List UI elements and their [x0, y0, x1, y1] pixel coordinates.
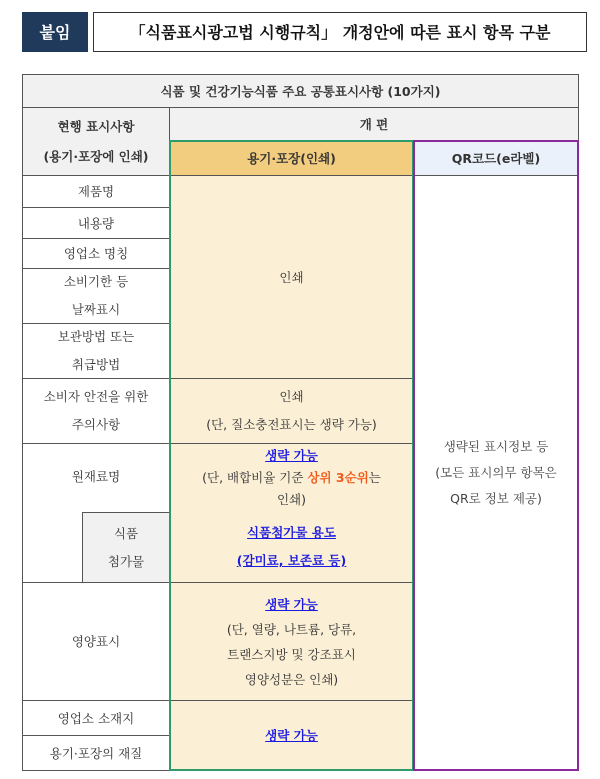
row-storage: [22, 323, 170, 379]
text: QR로 정보 제공): [450, 491, 542, 506]
reform-header: 개 편: [169, 107, 579, 141]
attachment-badge: 붙임: [22, 12, 88, 52]
text: 영양성분은 인쇄): [244, 671, 339, 687]
omit-allowed-link[interactable]: 생략 가능: [265, 448, 318, 463]
print-cell-group1: 인쇄: [169, 175, 414, 379]
row-packaging-material: 용기·포장의 재질: [22, 735, 170, 771]
row-ingredients: 원재료명: [22, 443, 170, 583]
text: (모든 표시의무 항목은: [435, 465, 557, 480]
text: 소비자 안전을 위한: [43, 389, 149, 404]
additive-use-link[interactable]: 식품첨가물 용도: [247, 525, 336, 540]
row-content-amount: 내용량: [22, 207, 170, 239]
top3-highlight: 상위 3순위: [307, 470, 369, 485]
col-print-header: 용기·포장(인쇄): [169, 140, 414, 176]
text: 날짜표시: [71, 302, 121, 317]
omit-allowed-link[interactable]: 생략 가능: [265, 728, 318, 743]
text: (단, 질소충전표시는 생략 가능): [206, 417, 377, 432]
table-title: 식품 및 건강기능식품 주요 공통표시사항 (10가지): [22, 74, 579, 108]
text: 주의사항: [71, 417, 121, 432]
text: 생략된 표시정보 등: [443, 439, 549, 454]
text: 는: [368, 470, 381, 485]
row-expiry: [22, 268, 170, 324]
print-column-outline: [169, 140, 414, 771]
text: 트랜스지방 및 강조표시: [227, 646, 356, 662]
row-product-name: 제품명: [22, 175, 170, 208]
text: 소비기한 등: [63, 274, 129, 289]
document-title: 「식품표시광고법 시행규칙」 개정안에 따른 표시 항목 구분: [93, 12, 587, 52]
text: (단, 열량, 나트륨, 당류,: [226, 621, 357, 637]
row-additives: [82, 512, 170, 583]
text: 인쇄): [276, 492, 307, 507]
omit-allowed-link[interactable]: 생략 가능: [265, 596, 318, 612]
text: (단, 배합비율 기준: [202, 470, 308, 485]
row-nutrition: 영양표시: [22, 582, 170, 701]
text: 취급방법: [71, 357, 121, 372]
text: 첨가물: [107, 553, 145, 569]
current-header-line2: (용기·포장에 인쇄): [43, 148, 149, 164]
row-business-address: 영업소 소재지: [22, 700, 170, 736]
row-safety: [22, 378, 170, 444]
current-header-line1: 현행 표시사항: [57, 118, 135, 134]
additive-examples-link[interactable]: (감미료, 보존료 등): [236, 553, 347, 568]
text: 인쇄: [279, 389, 304, 404]
current-header: [22, 107, 170, 176]
row-business-name: 영업소 명칭: [22, 238, 170, 269]
qr-column-outline: [413, 140, 579, 771]
col-qr-header: QR코드(e라벨): [413, 140, 579, 176]
text: 식품: [113, 525, 139, 541]
text: 보관방법 또는: [57, 329, 135, 344]
